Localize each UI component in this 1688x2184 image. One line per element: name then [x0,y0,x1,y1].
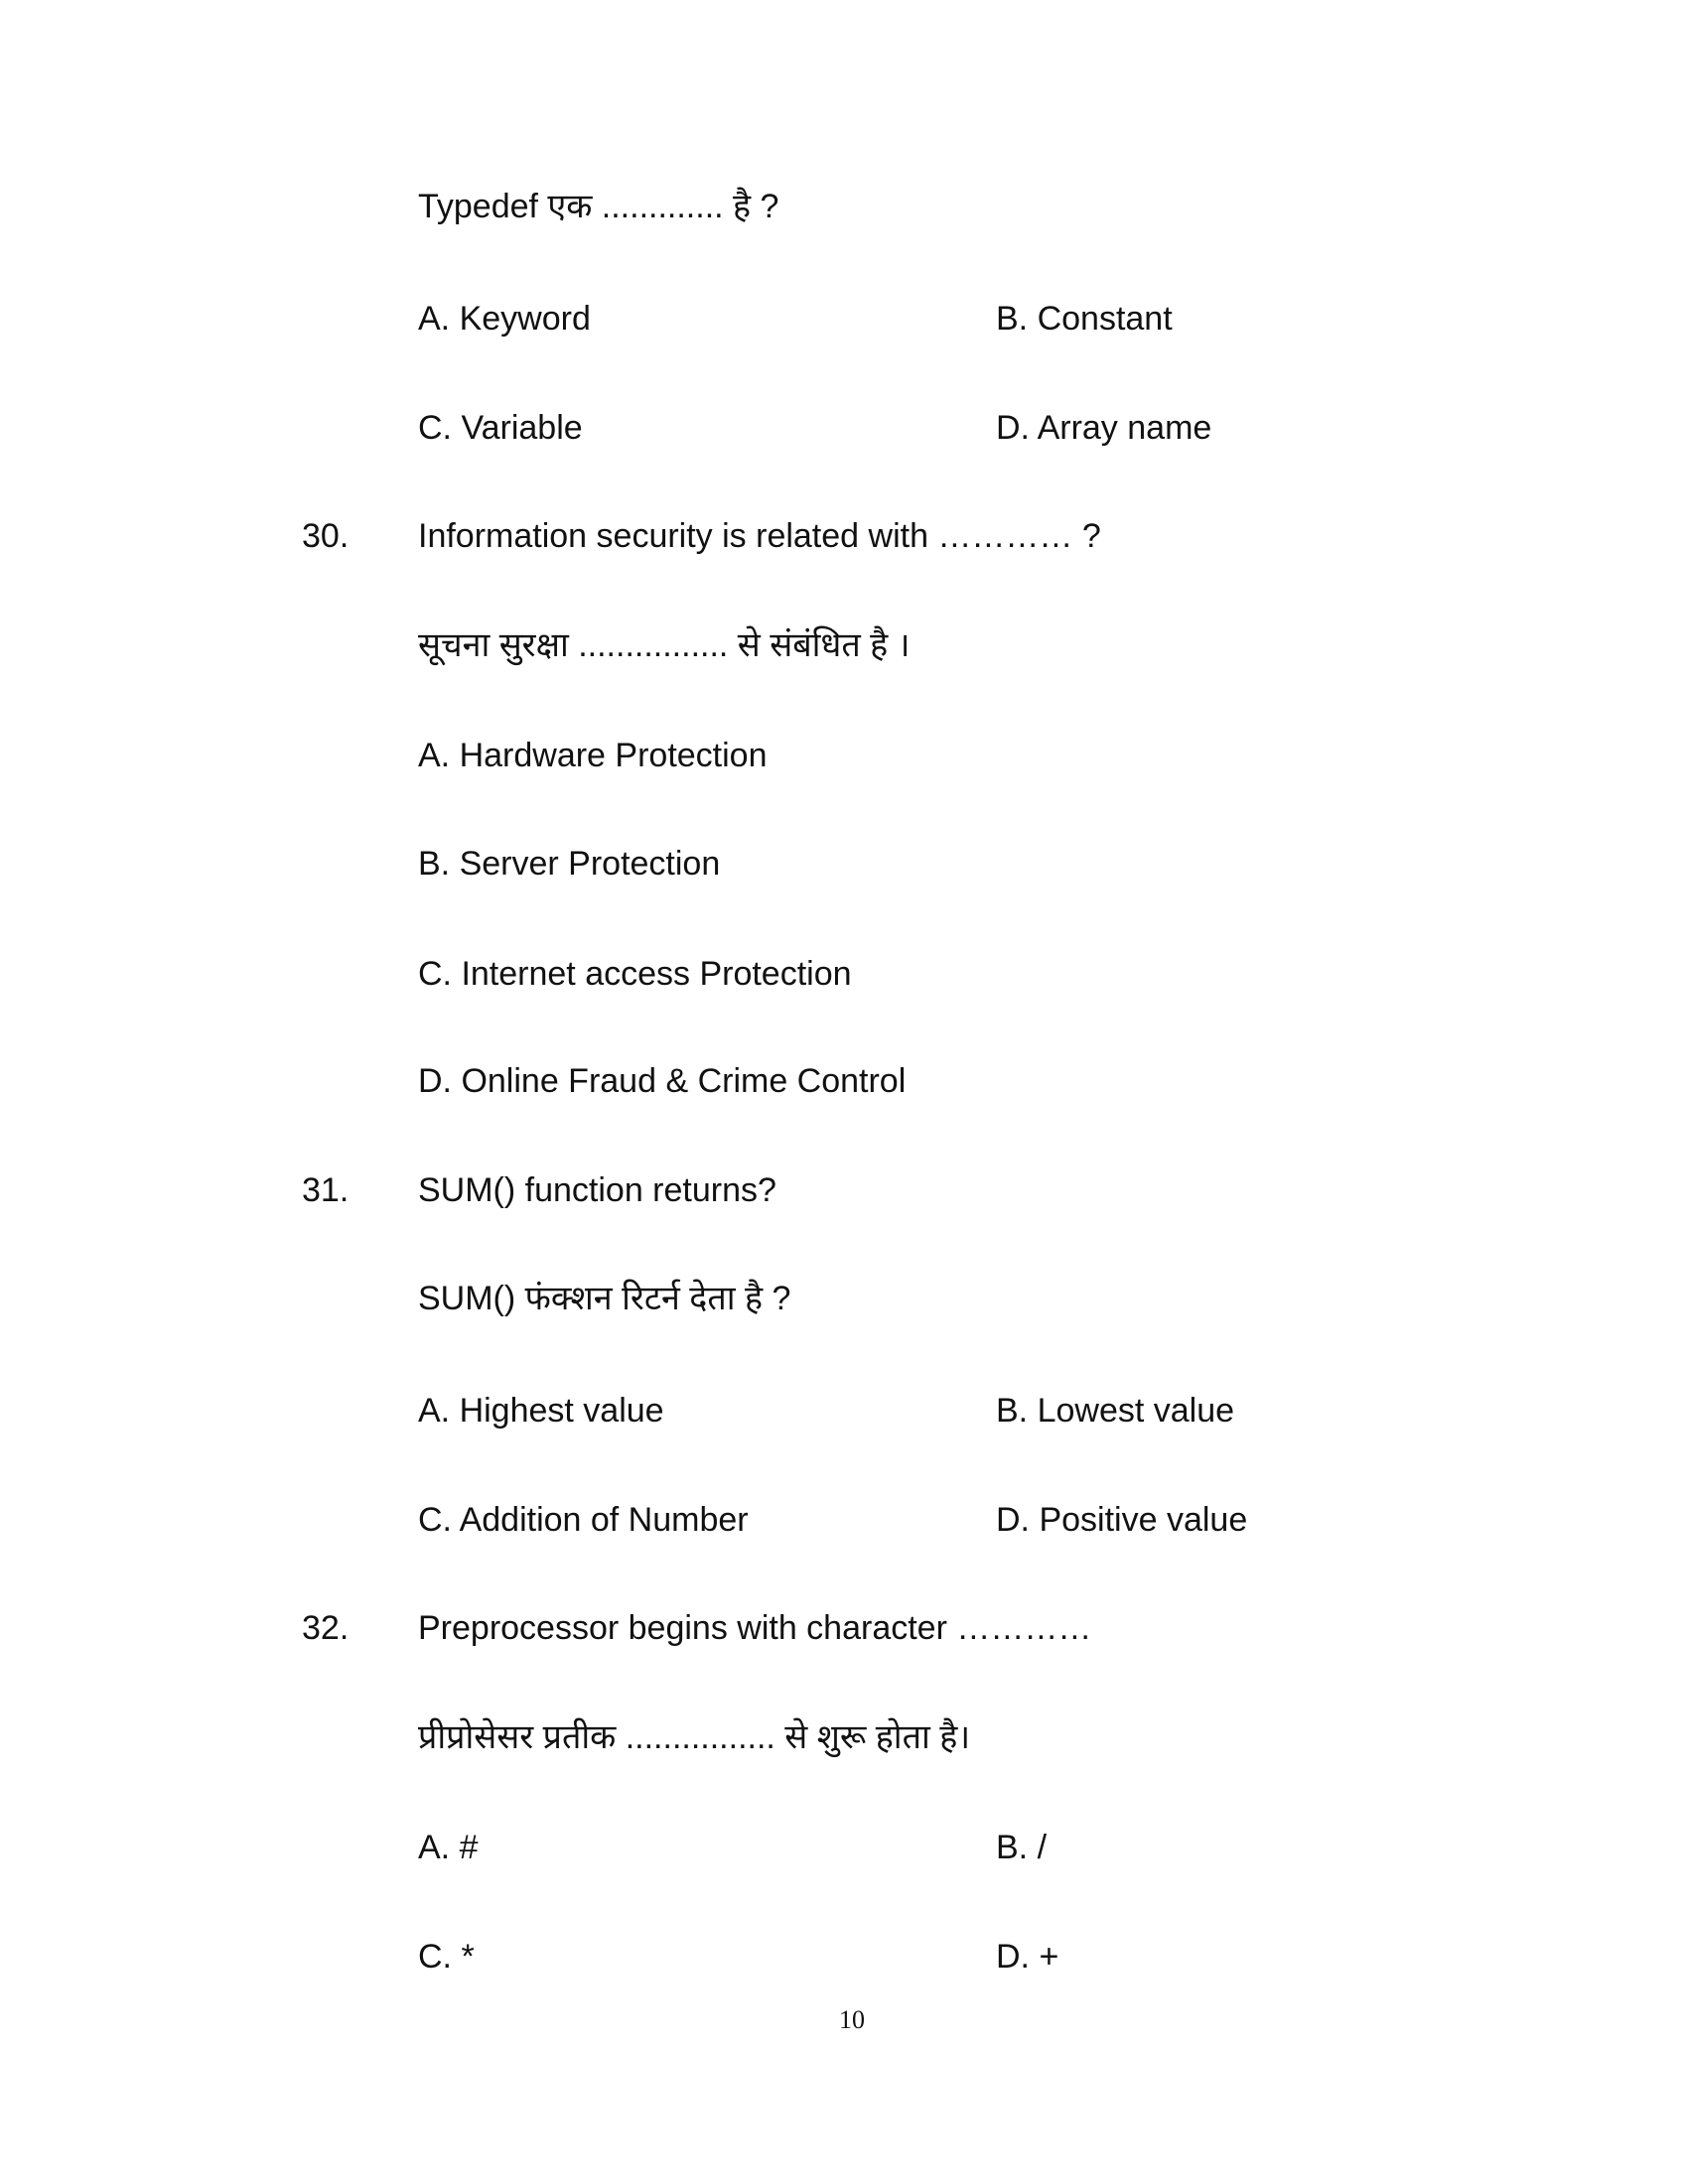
option-a: A. Highest value [418,1392,664,1430]
option-b: B. Constant [996,300,1173,338]
option-c: C. * [418,1938,475,1976]
question-number: 31. [302,1171,350,1209]
option-a: A. Keyword [418,300,591,338]
option-d: D. Array name [996,409,1212,447]
option-c: C. Variable [418,409,583,447]
question-29-hindi: Typedef एक ............. है ? [418,188,779,225]
question-31-hindi: SUM() फंक्शन रिटर्न देता है ? [418,1280,791,1317]
question-number: 32. [302,1609,350,1647]
option-c: C. Internet access Protection [418,955,852,993]
question-30-english: Information security is related with ………… ? [418,517,1101,555]
option-a: A. # [418,1829,479,1866]
option-d: D. + [996,1938,1059,1976]
question-30-hindi: सूचना सुरक्षा ................ से संबंधित है । [418,626,911,664]
option-b: B. / [996,1829,1048,1866]
option-d: D. Positive value [996,1501,1248,1539]
question-31-english: SUM() function returns? [418,1171,776,1209]
option-d: D. Online Fraud & Crime Control [418,1062,907,1100]
option-a: A. Hardware Protection [418,737,768,774]
question-number: 30. [302,517,350,555]
option-c: C. Addition of Number [418,1501,749,1539]
question-32-hindi: प्रीप्रोसेसर प्रतीक ................ से शुरू होता है। [418,1718,971,1756]
option-b: B. Lowest value [996,1392,1235,1430]
page-number: 10 [839,2005,865,2034]
question-32-english: Preprocessor begins with character ………… [418,1609,1092,1647]
option-b: B. Server Protection [418,845,721,883]
